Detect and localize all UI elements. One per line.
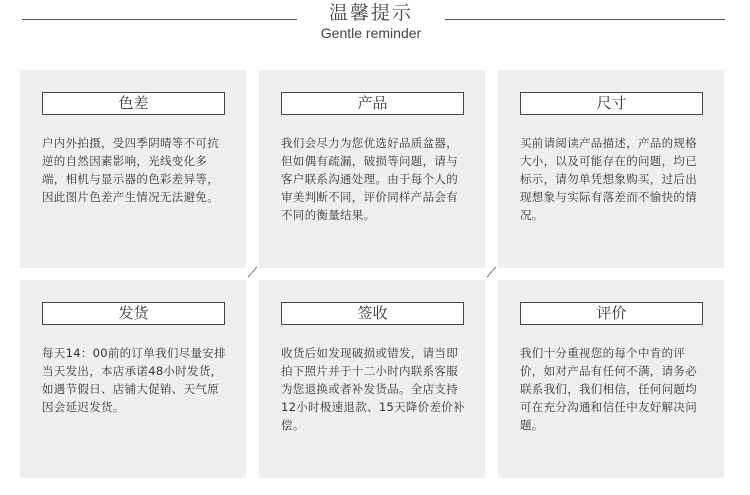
card-body: 买前请阅读产品描述，产品的规格大小，以及可能存在的问题，均已标示，请勿单凭想象购买，过后出现想象与实际有落差而不愉快的情况。 [520, 136, 697, 222]
card-size [498, 70, 724, 268]
card-title: 评价 [520, 302, 703, 325]
card-product [259, 70, 485, 268]
card-body: 户内外拍摄，受四季阴晴等不可抗逆的自然因素影响，光线变化多端，相机与显示器的色彩差异等，因此图片色差产生情况无法避免。 [42, 136, 219, 204]
card-title: 尺寸 [520, 92, 703, 115]
card-title: 产品 [281, 92, 464, 115]
card-title: 签收 [281, 302, 464, 325]
card-review [498, 280, 724, 478]
card-body: 我们十分重视您的每个中肯的评价，如对产品有任何不满，请务必联系我们，我们相信，任何问题均可在充分沟通和信任中友好解决问题。 [520, 346, 697, 432]
card-title: 色差 [42, 92, 225, 115]
header-divider-left [22, 19, 297, 20]
reminder-grid [20, 70, 725, 478]
card-body: 收货后如发现破损或错发，请当即拍下照片并于十二小时内联系客服为您退换或者补发货品。全店支持12小时极速退款、15天降价差价补偿。 [281, 346, 465, 432]
card-body: 我们会尽力为您优选好品质盆器，但如偶有疏漏，破损等问题，请与客户联系沟通处理。由于每个人的审美判断不同，评价同样产品会有不同的衡量结果。 [281, 136, 458, 222]
card-shipping [20, 280, 246, 478]
card-body: 每天14：00前的订单我们尽量安排当天发出，本店承诺48小时发货，如遇节假日、店铺大促销、天气原因会延迟发货。 [42, 346, 226, 414]
card-title: 发货 [42, 302, 225, 325]
card-color-difference [20, 70, 246, 268]
card-receipt [259, 280, 485, 478]
header-divider-right [445, 19, 725, 20]
page-title: 温馨提示 [328, 2, 413, 24]
page-subtitle: Gentle reminder [320, 25, 422, 41]
